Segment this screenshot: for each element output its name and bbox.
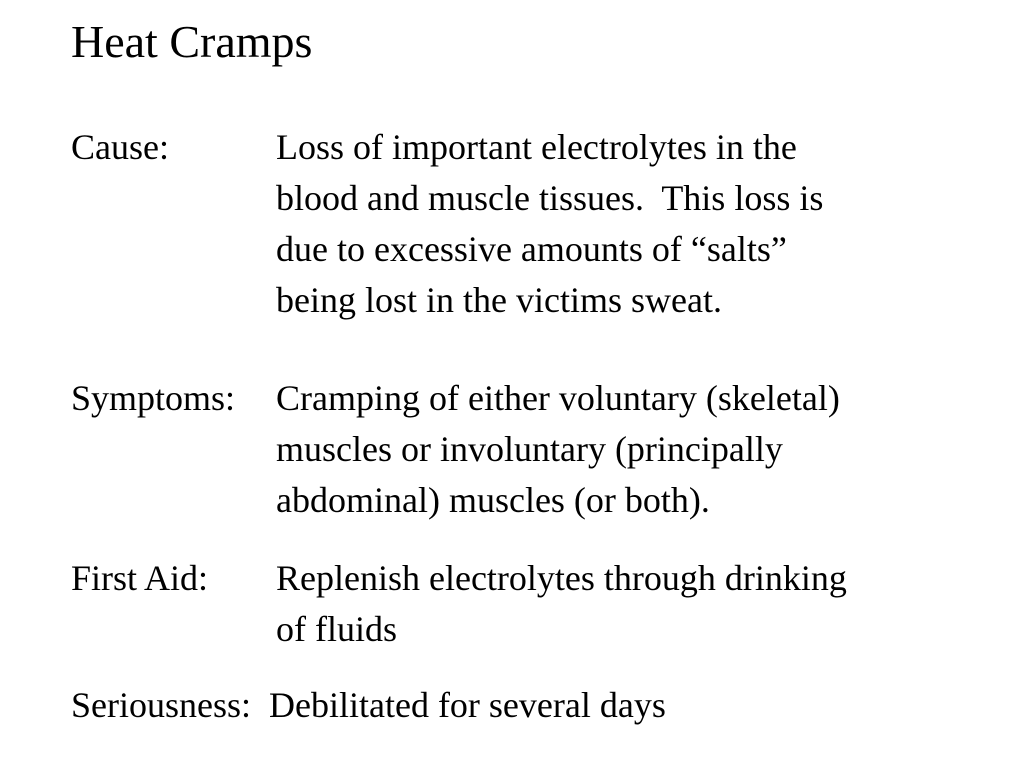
cause-line: Loss of important electrolytes in the bbox=[276, 127, 797, 167]
first-aid-line: of fluids bbox=[276, 609, 397, 649]
seriousness-section bbox=[71, 680, 666, 731]
cause-line: due to excessive amounts of “salts” bbox=[276, 229, 787, 269]
symptoms-text bbox=[276, 373, 840, 526]
cause-text bbox=[276, 122, 823, 326]
first-aid-label: First Aid: bbox=[71, 558, 209, 598]
slide-title: Heat Cramps bbox=[71, 16, 313, 67]
symptoms-line: abdominal) muscles (or both). bbox=[276, 480, 710, 520]
cause-line: being lost in the victims sweat. bbox=[276, 280, 722, 320]
cause-label: Cause: bbox=[71, 127, 169, 167]
first-aid-text bbox=[276, 553, 847, 655]
symptoms-line: muscles or involuntary (principally bbox=[276, 429, 783, 469]
symptoms-label: Symptoms: bbox=[71, 378, 236, 418]
seriousness-text: Debilitated for several days bbox=[269, 685, 666, 725]
seriousness-label: Seriousness: bbox=[71, 685, 251, 725]
first-aid-line: Replenish electrolytes through drinking bbox=[276, 558, 847, 598]
cause-line: blood and muscle tissues. This loss is bbox=[276, 178, 824, 218]
symptoms-line: Cramping of either voluntary (skeletal) bbox=[276, 378, 840, 418]
